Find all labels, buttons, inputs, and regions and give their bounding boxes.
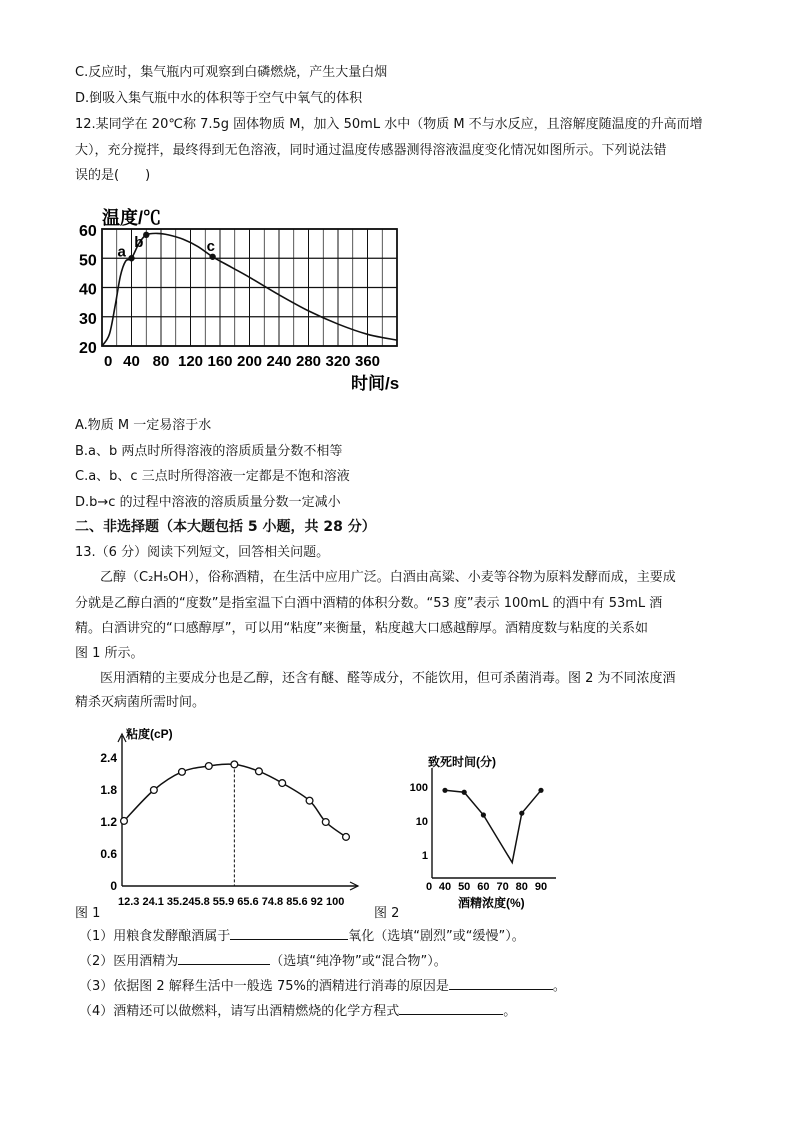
y-axis-title: 粘度(cP) [126, 728, 173, 741]
viscosity-chart-labels [100, 728, 172, 893]
q13-sub2 [79, 951, 447, 971]
section-heading: 二、非选择题（本大题包括 5 小题，共 28 分） [75, 519, 376, 535]
q12-option-a: A.物质 M 一定易溶于水 [75, 418, 212, 433]
x-tick-label: 80 [152, 353, 170, 370]
q13-sub4-text-a: （4）酒精还可以做燃料，请写出酒精燃烧的化学方程式 [79, 1004, 400, 1019]
y-tick-label: 0 [110, 879, 117, 893]
viscosity-point [306, 797, 313, 804]
viscosity-point [322, 819, 329, 826]
x-tick-label: 60 [477, 881, 490, 893]
viscosity-chart [88, 728, 363, 910]
y-tick-label: 1 [421, 850, 428, 862]
q13-para2-line1: 医用酒精的主要成分也是乙醇，还含有醚、醛等成分，不能饮用，但可杀菌消毒。图 2 为不同浓度酒 [100, 671, 676, 686]
q13-para1-line3: 精。白酒讲究的“口感醇厚”，可以用“粘度”来衡量，粘度越大口感越醇厚。酒精度数与粘度的关系如 [75, 621, 648, 636]
kill-time-point [442, 788, 447, 793]
y-axis-title: 致死时间(分) [428, 755, 496, 769]
q13-para1-line2: 分就是乙醇白酒的“度数”是指室温下白酒中酒精的体积分数。“53 度”表示 100mL 的酒中有 53mL 酒 [75, 596, 663, 611]
y-tick-label: 30 [79, 310, 97, 328]
x-axis-title: 酒精浓度(%) [458, 896, 525, 910]
y-tick-label: 20 [79, 340, 97, 357]
q13-sub3 [79, 976, 566, 996]
q13-intro: 13.（6 分）阅读下列短文，回答相关问题。 [75, 545, 330, 560]
kill-time-chart-series [445, 790, 541, 862]
q13-para2-line2: 精杀灭病菌所需时间。 [75, 695, 206, 710]
y-tick-label: 50 [79, 252, 97, 270]
q13-para1-line1: 乙醇（C₂H₅OH），俗称酒精，在生活中应用广泛。白酒由高粱、小麦等谷物为原料发酵而成，主要成 [100, 570, 676, 585]
kill-time-point [481, 812, 486, 817]
q13-sub3-answer-blank[interactable] [449, 976, 553, 990]
point-b [143, 232, 149, 238]
kill-time-chart-labels [410, 754, 547, 910]
point-label-b: b [134, 233, 144, 251]
viscosity-chart-series [124, 764, 346, 886]
q13-sub1-text-b: 氧化（选填“剧烈”或“缓慢”）。 [348, 929, 525, 944]
kill-time-point [538, 788, 543, 793]
y-tick-label: 1.8 [100, 783, 117, 797]
q13-sub2-answer-blank[interactable] [178, 951, 270, 965]
q13-sub1-text-a: （1）用粮食发酵酿酒属于 [79, 929, 231, 944]
y-tick-label: 2.4 [100, 751, 117, 765]
x-tick-label: 280 [295, 353, 322, 370]
q11-option-c: C.反应时，集气瓶内可观察到白磷燃烧，产生大量白烟 [75, 65, 388, 80]
x-tick-label: 320 [325, 353, 351, 370]
kill-time-chart [398, 752, 568, 912]
q13-sub1 [79, 926, 525, 946]
q13-sub3-text-a: （3）依据图 2 解释生活中一般选 75%的酒精进行消毒的原因是 [79, 979, 449, 994]
viscosity-x-tick-labels: 12.3 24.1 35.245.8 55.9 65.6 74.8 85.6 92 100 [118, 896, 345, 908]
q12-option-c: C.a、b、c 三点时所得溶液一定都是不饱和溶液 [75, 469, 350, 484]
viscosity-point [150, 787, 157, 794]
viscosity-point [205, 763, 212, 770]
temperature-chart-points [118, 232, 216, 262]
viscosity-point [343, 834, 350, 841]
viscosity-chart-points [121, 761, 350, 840]
kill-time-point [462, 790, 467, 795]
x-axis-title: 时间/s [351, 374, 400, 393]
kill-time-point [519, 811, 524, 816]
point-a [128, 255, 134, 261]
viscosity-point [256, 768, 263, 775]
x-tick-label: 0 [425, 881, 433, 893]
x-tick-label: 40 [438, 881, 452, 893]
point-label-c: c [206, 237, 215, 255]
kill-time-line [445, 790, 541, 862]
q12-stem-line3: 误的是( ) [75, 168, 151, 183]
q13-sub4-answer-blank[interactable] [399, 1001, 503, 1015]
figure-1-label: 图 1 [75, 906, 101, 921]
q13-sub1-answer-blank[interactable] [230, 926, 348, 940]
x-tick-label: 160 [207, 353, 233, 370]
temperature-chart-grid [102, 229, 397, 346]
q12-option-d: D.b→c 的过程中溶液的溶质质量分数一定减小 [75, 495, 341, 510]
point-label-a: a [117, 243, 126, 261]
figure-2-label: 图 2 [374, 906, 400, 921]
kill-time-chart-axes [432, 768, 556, 878]
x-tick-label: 360 [354, 353, 381, 370]
x-tick-label: 40 [123, 353, 140, 370]
y-axis-title: 温度/℃ [102, 208, 162, 228]
y-tick-label: 100 [409, 782, 428, 794]
viscosity-chart-axes [118, 734, 358, 890]
y-tick-label: 1.2 [100, 815, 117, 829]
temperature-chart-labels [79, 207, 399, 393]
x-tick-label: 80 [515, 881, 528, 893]
viscosity-point [279, 780, 286, 787]
q11-option-d: D.倒吸入集气瓶中水的体积等于空气中氧气的体积 [75, 91, 363, 106]
q12-stem-line2: 大），充分搅拌，最终得到无色溶液，同时通过温度传感器测得溶液温度变化情况如图所示。下列说法错 [75, 143, 667, 158]
y-tick-label: 0.6 [100, 847, 117, 861]
x-tick-label: 120 [177, 353, 204, 370]
y-tick-label: 10 [415, 816, 428, 828]
x-tick-label: 50 [458, 881, 471, 893]
viscosity-point [121, 818, 128, 825]
y-tick-label: 60 [79, 223, 97, 240]
q13-sub2-text-b: （选填“纯净物”或“混合物”）。 [270, 954, 447, 969]
q13-sub3-text-b: 。 [552, 979, 566, 994]
temperature-time-chart [75, 200, 410, 400]
x-tick-label: 0 [104, 353, 113, 370]
q13-sub4 [79, 1001, 516, 1021]
x-tick-label: 240 [266, 353, 292, 370]
q12-stem-line1: 12.某同学在 20℃称 7.5g 固体物质 M，加入 50mL 水中（物质 M 不与水反应，且溶解度随温度的升高而增 [75, 117, 703, 132]
x-tick-label: 200 [236, 353, 263, 370]
q12-option-b: B.a、b 两点时所得溶液的溶质质量分数不相等 [75, 444, 343, 459]
q13-sub2-text-a: （2）医用酒精为 [79, 954, 179, 969]
q13-sub4-text-b: 。 [503, 1004, 517, 1019]
x-tick-label: 70 [496, 881, 509, 893]
y-tick-label: 40 [79, 281, 97, 299]
viscosity-point [231, 761, 238, 768]
q13-para1-line4: 图 1 所示。 [75, 646, 144, 661]
viscosity-point [179, 768, 186, 775]
x-tick-label: 90 [534, 881, 548, 893]
